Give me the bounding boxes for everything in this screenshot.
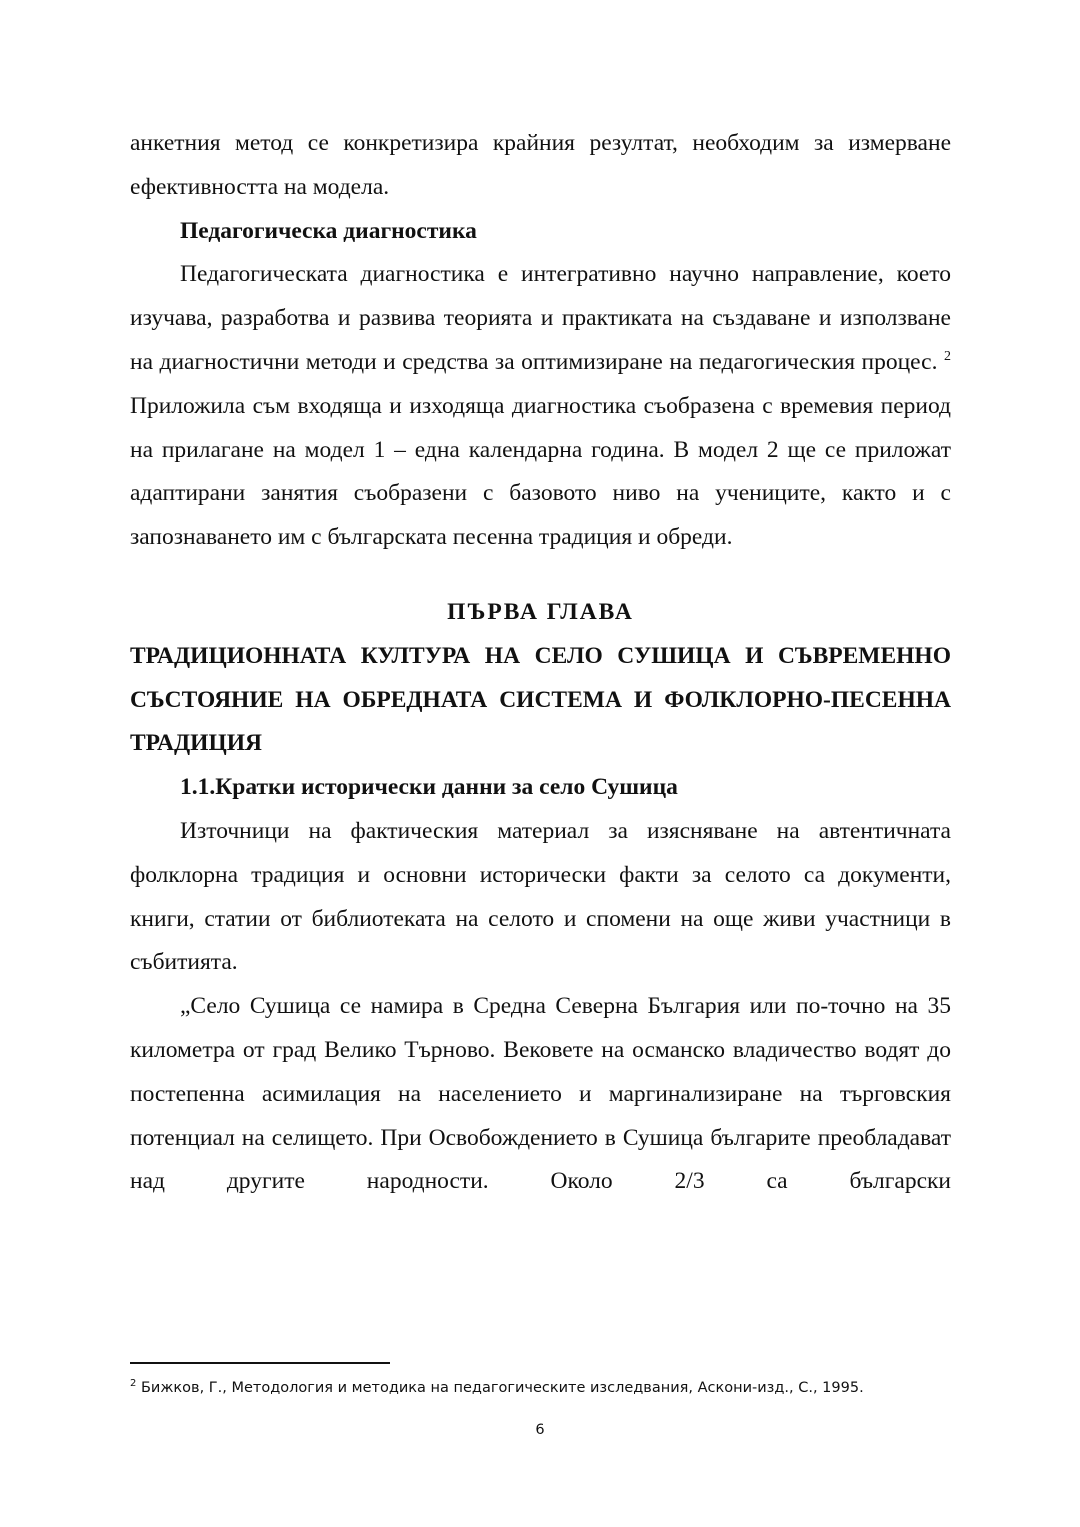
footnote-reference[interactable]: 2 <box>944 349 951 365</box>
diagnostics-paragraph-part1: Педагогическата диагностика е интегративно научно направление, което изучава, разработва и развива теорията и практиката на създаване и използване на диагностични методи и средства за оптимизиране на педагогическия процес. <box>130 261 951 375</box>
continued-paragraph: анкетния метод се конкретизира крайния резултат, необходим за измерване ефективността на модела. <box>130 130 951 200</box>
footnote-separator <box>130 1362 390 1364</box>
page-number: 6 <box>535 1422 545 1438</box>
quote-paragraph: „Село Сушица се намира в Средна Северна България или по-точно на 35 километра от град Велико Търново. Вековете на османско владичество водят до постепенна асимилация на населението и маргинализиране на търговския потенциал на селището. При Освобождението в Сушица българите преобладават над другите народности. Около 2/3 са български <box>130 993 951 1195</box>
footnote-number: 2 <box>130 1378 137 1390</box>
diagnostics-paragraph-part2: Приложила съм входяща и изходяща диагностика съобразена с времевия период на прилагане на модел 1 – една календарна година. В модел 2 ще се приложат адаптирани занятия съобразени с базовото ниво на учениците, както и с запознаването им с българската песенна традиция и обреди. <box>130 392 951 551</box>
page-body <box>130 122 951 1204</box>
footnote <box>130 1378 864 1398</box>
subheading-pedagogical-diagnostics: Педагогическа диагностика <box>180 217 477 244</box>
footnote-text: Бижков, Г., Методология и методика на педагогическите изследвания, Аскони-изд., С., 1995. <box>140 1380 864 1396</box>
section-heading: 1.1.Кратки исторически данни за село Сушица <box>180 774 678 801</box>
chapter-label: ПЪРВА ГЛАВА <box>447 598 634 625</box>
diagnostics-paragraph <box>130 253 951 560</box>
chapter-title: ТРАДИЦИОННАТА КУЛТУРА НА СЕЛО СУШИЦА И СЪВРЕМЕННО СЪСТОЯНИЕ НА ОБРЕДНАТА СИСТЕМА И ФОЛКЛОРНО-ПЕСЕННА ТРАДИЦИЯ <box>130 642 951 757</box>
sources-paragraph: Източници на фактическия материал за изясняване на автентичната фолклорна традиция и основни исторически факти за селото са документи, книги, статии от библиотеката на селото и спомени на още живи участници в събитията. <box>130 817 951 976</box>
